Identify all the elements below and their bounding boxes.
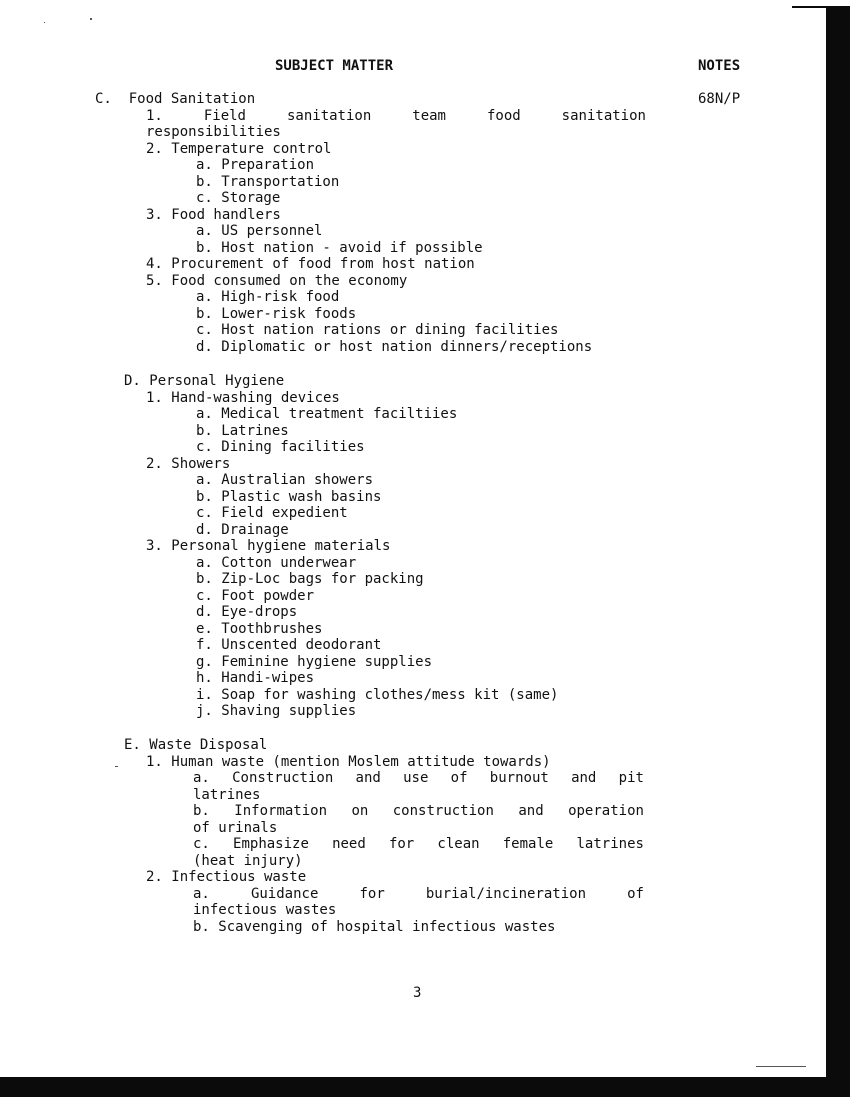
section-c-item-2a: a. Preparation [196, 157, 315, 173]
section-c-title: C. Food Sanitation [95, 91, 256, 107]
outline-word: Emphasize [233, 836, 309, 852]
scan-speck [44, 22, 45, 23]
section-c-item-1 [146, 108, 646, 125]
section-d-item-3g: g. Feminine hygiene supplies [196, 653, 433, 670]
notes-heading: NOTES [698, 58, 741, 74]
section-e-item-2: 2. Infectious waste [146, 869, 307, 885]
outline-word: female [502, 836, 554, 852]
section-d-item-2b: b. Plastic wash basins [196, 488, 382, 505]
section-e-item-1b-cont: of urinals [193, 819, 278, 836]
section-e-item-1: 1. Human waste (mention Moslem attitude towards) [146, 753, 551, 770]
section-d-item-2a: a. Australian showers [196, 472, 374, 488]
section-c-item-5d: d. Diplomatic or host nation dinners/receptions [196, 338, 593, 355]
section-e-item-1a [193, 770, 644, 787]
outline-word: of [627, 885, 644, 902]
section-e-title: E. Waste Disposal [124, 737, 268, 753]
outline-word: Guidance [250, 885, 319, 902]
outline-word: of [450, 770, 468, 786]
section-d-item-1a: a. Medical treatment faciltiies [196, 406, 458, 422]
section-d-item-3e: e. Toothbrushes [196, 620, 323, 637]
scan-speck [756, 1066, 806, 1067]
notes-code: 68N/P [698, 91, 741, 107]
section-c-item-3b: b. Host nation - avoid if possible [196, 239, 483, 256]
outline-word: clean [437, 836, 480, 852]
section-d-item-2c: c. Field expedient [196, 505, 348, 521]
section-d-item-3f: f. Unscented deodorant [196, 637, 382, 653]
outline-word: need [332, 836, 366, 852]
section-c-item-5b: b. Lower-risk foods [196, 305, 357, 322]
outline-word: use [403, 770, 429, 786]
outline-word: sanitation [286, 107, 372, 124]
section-c-item-5c: c. Host nation rations or dining facilities [196, 322, 559, 338]
section-c-item-2b: b. Transportation [196, 173, 340, 190]
page-number: 3 [413, 985, 422, 1001]
outline-word: burnout [489, 770, 549, 786]
outline-word: Construction [232, 770, 334, 786]
section-d-item-1: 1. Hand-washing devices [146, 389, 340, 406]
section-d-item-1b: b. Latrines [196, 422, 289, 439]
section-e-item-2b: b. Scavenging of hospital infectious wastes [193, 918, 556, 935]
section-c-item-3: 3. Food handlers [146, 206, 281, 223]
section-d-item-3: 3. Personal hygiene materials [146, 538, 391, 554]
outline-word: a. [193, 885, 210, 902]
outline-word: pit [618, 770, 644, 786]
section-d-item-3d: d. Eye-drops [196, 604, 298, 620]
section-e-item-1c-cont: (heat injury) [193, 852, 303, 869]
section-d-item-3j: j. Shaving supplies [196, 703, 357, 719]
outline-word: Information [234, 803, 328, 819]
outline-word: sanitation [561, 107, 646, 124]
section-d-item-3h: h. Handi-wipes [196, 670, 315, 686]
outline-word: 1. [146, 107, 163, 124]
section-e-item-2a [193, 886, 644, 903]
section-c-item-4: 4. Procurement of food from host nation [146, 256, 475, 272]
section-c-item-2: 2. Temperature control [146, 140, 332, 157]
section-c-item-2c: c. Storage [196, 190, 281, 206]
outline-word: team [412, 107, 446, 124]
scan-border-right [826, 6, 850, 1097]
subject-matter-heading: SUBJECT MATTER [275, 58, 394, 74]
section-d-item-2: 2. Showers [146, 455, 231, 472]
outline-word: and [571, 770, 597, 786]
outline-word: latrines [576, 836, 644, 852]
outline-word: construction [392, 803, 494, 819]
outline-word: on [351, 803, 369, 819]
section-c-item-1-cont: responsibilities [146, 124, 281, 140]
outline-word: c. [193, 836, 210, 852]
outline-word: and [355, 770, 381, 786]
section-c-item-5a: a. High-risk food [196, 289, 340, 305]
outline-word: a. [193, 770, 210, 786]
outline-word: burial/incineration [425, 885, 587, 902]
outline-word: for [388, 836, 415, 852]
section-d-item-3i: i. Soap for washing clothes/mess kit (same) [196, 686, 559, 703]
section-c-item-3a: a. US personnel [196, 223, 323, 239]
scan-border-bottom [0, 1077, 850, 1097]
section-d-item-3b: b. Zip-Loc bags for packing [196, 571, 424, 587]
scan-speck [115, 766, 118, 767]
outline-word: food [486, 107, 521, 124]
section-c-item-5: 5. Food consumed on the economy [146, 272, 408, 289]
section-d-item-3c: c. Foot powder [196, 587, 315, 604]
section-d-item-2d: d. Drainage [196, 521, 289, 538]
scan-speck [90, 18, 92, 20]
outline-word: for [359, 885, 385, 902]
section-d-title: D. Personal Hygiene [124, 373, 285, 389]
scan-border-top [792, 6, 850, 8]
section-e-item-1b [193, 803, 644, 820]
section-d-item-3a: a. Cotton underwear [196, 554, 357, 571]
outline-word: and [518, 803, 544, 819]
section-d-item-1c: c. Dining facilities [196, 439, 365, 455]
section-e-item-1a-cont: latrines [193, 786, 261, 803]
section-e-item-1c [193, 836, 644, 853]
outline-word: b. [193, 803, 210, 819]
section-e-item-2a-cont: infectious wastes [193, 902, 337, 918]
outline-word: Field [203, 107, 246, 124]
outline-word: operation [568, 803, 644, 819]
